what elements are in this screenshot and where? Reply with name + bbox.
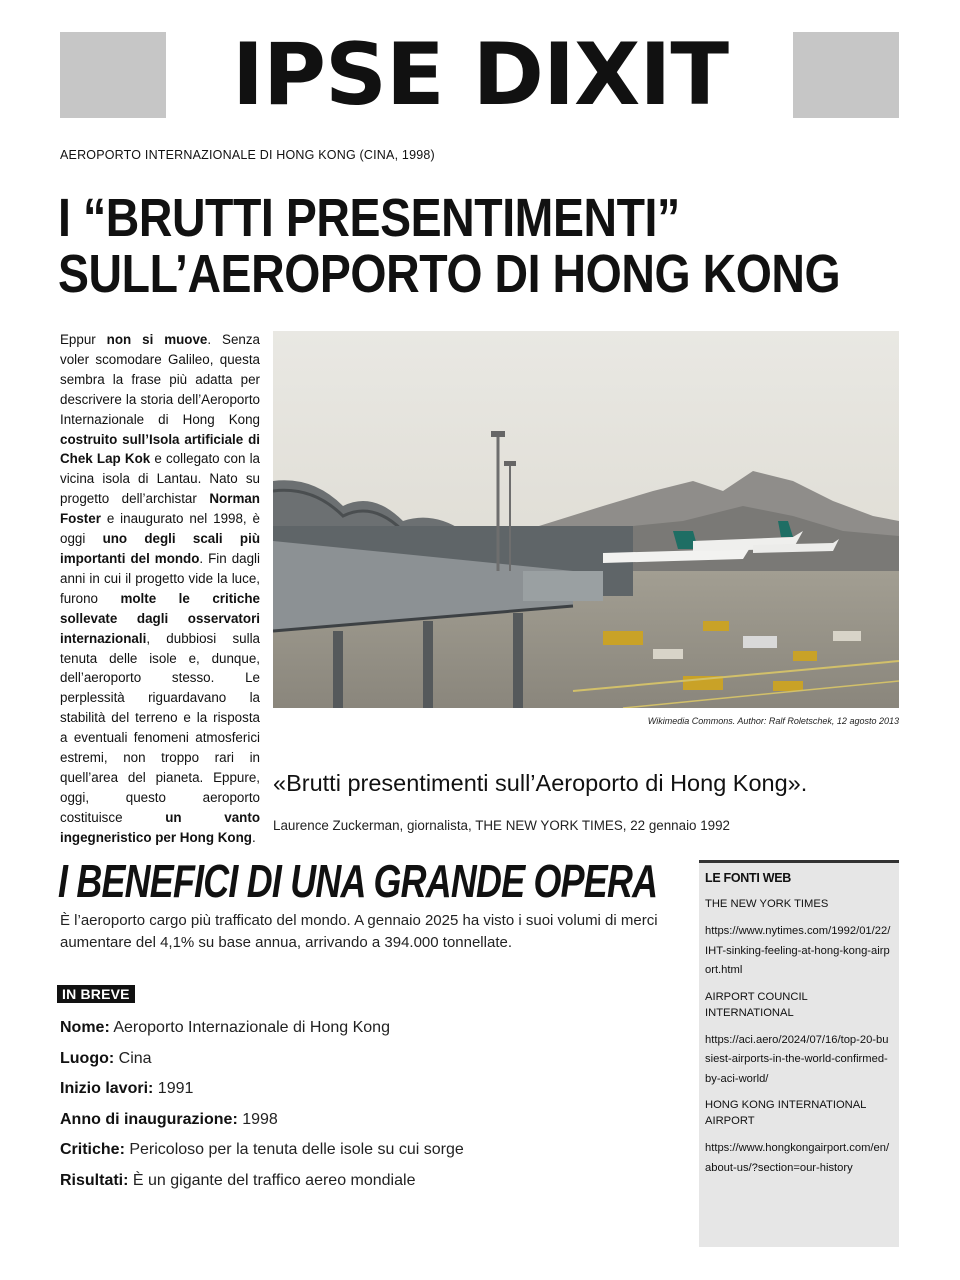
article-bold: uno degli scali più importanti del mondo bbox=[60, 531, 260, 566]
source-name: THE NEW YORK TIMES bbox=[705, 898, 829, 910]
fact-label: Inizio lavori: bbox=[60, 1080, 154, 1097]
article-text: , dubbiosi sulla tenuta delle isole e, dunque, dell’aeroporto stesso. Le perplessità riguardavano la stabilità del terreno e la risposta a eventuali fenomeni atmosferici estremi, non troppo rari in quell’area del pianeta. Eppure, oggi, questo aeroporto costituisce bbox=[60, 630, 260, 825]
fact-value: Cina bbox=[114, 1049, 152, 1067]
article-text: Eppur bbox=[60, 332, 107, 347]
section-title: I BENEFICI DI UNA GRANDE OPERA bbox=[58, 855, 658, 907]
pull-quote: «Brutti presentimenti sull’Aeroporto di Hong Kong». bbox=[273, 770, 808, 796]
source-name: HONG KONG INTERNATIONAL AIRPORT bbox=[705, 1099, 866, 1127]
article-bold: molte le critiche sollevate dagli osservatori internazionali bbox=[60, 590, 260, 646]
kicker: AEROPORTO INTERNAZIONALE DI HONG KONG (CINA, 1998) bbox=[60, 148, 435, 162]
fact-value: Pericoloso per la tenuta delle isole su cui sorge bbox=[124, 1141, 464, 1158]
fact-item bbox=[60, 1013, 680, 1044]
article-text: e collegato con la vicina isola di Lantau. Nato su progetto dell’archistar bbox=[60, 451, 260, 507]
article-text: . bbox=[251, 829, 256, 845]
fact-label: Critiche: bbox=[60, 1141, 125, 1158]
sidebar-rule bbox=[699, 860, 899, 863]
airport-photo bbox=[273, 331, 899, 708]
fact-label: Luogo: bbox=[60, 1049, 115, 1067]
fact-item bbox=[60, 1044, 680, 1075]
article-text: . Fin dagli anni in cui il progetto vide la luce, furono bbox=[60, 550, 260, 606]
source-name: AIRPORT COUNCIL INTERNATIONAL bbox=[705, 990, 808, 1019]
fact-value: 1991 bbox=[153, 1080, 194, 1097]
article-text: e inaugurato nel 1998, è oggi bbox=[60, 511, 260, 547]
fact-label: Anno di inaugurazione: bbox=[60, 1110, 238, 1128]
in-breve-badge: IN BREVE bbox=[57, 985, 135, 1003]
section-text: È l’aeroporto cargo più trafficato del mondo. A gennaio 2025 ha visto i suoi volumi di merci aumentare del 4,1% su base annua, arrivando a 394.000 tonnellate. bbox=[60, 912, 658, 951]
source-link[interactable]: https://www.nytimes.com/1992/01/22/IHT-sinking-feeling-at-hong-kong-airport.html bbox=[705, 925, 891, 976]
headline bbox=[58, 188, 841, 304]
masthead-right-block bbox=[793, 32, 899, 118]
fact-item bbox=[60, 1105, 680, 1136]
airport-illustration bbox=[273, 331, 899, 708]
article-bold: un vanto ingegneristico per Hong Kong bbox=[60, 809, 260, 845]
fact-item bbox=[60, 1166, 680, 1197]
fact-label: Risultati: bbox=[60, 1171, 129, 1189]
source-link[interactable]: https://aci.aero/2024/07/16/top-20-busiest-airports-in-the-world-confirmed-by-aci-world/ bbox=[705, 1033, 889, 1085]
article-bold: costruito sull’Isola artificiale di Chek Lap Kok bbox=[60, 431, 260, 467]
fact-item bbox=[60, 1135, 680, 1166]
masthead-left-block bbox=[60, 32, 166, 118]
fact-label: Nome: bbox=[60, 1019, 110, 1036]
sources-sidebar bbox=[699, 860, 899, 1247]
masthead-title: IPSE DIXIT bbox=[231, 25, 728, 125]
fact-value: 1998 bbox=[237, 1110, 278, 1128]
article-bold: Norman Foster bbox=[60, 491, 260, 527]
fact-value: È un gigante del traffico aereo mondiale bbox=[128, 1171, 416, 1189]
headline-line-2: SULL’AEROPORTO DI HONG KONG bbox=[58, 244, 841, 304]
facts-list bbox=[60, 1013, 680, 1196]
article-bold: non si muove bbox=[106, 332, 208, 347]
sources-title: LE FONTI WEB bbox=[705, 871, 791, 885]
quote-source: Laurence Zuckerman, giornalista, THE NEW YORK TIMES, 22 gennaio 1992 bbox=[273, 818, 730, 833]
source-link[interactable]: https://www.hongkongairport.com/en/about-us/?section=our-history bbox=[705, 1142, 890, 1174]
fact-item bbox=[60, 1074, 680, 1105]
fact-value: Aeroporto Internazionale di Hong Kong bbox=[109, 1019, 390, 1036]
article-text: . Senza voler scomodare Galileo, questa sembra la frase più adatta per descrivere la storia dell’Aeroporto Internazionale di Hong Kong bbox=[60, 332, 260, 427]
photo-credit: Wikimedia Commons. Author: Ralf Roletschek, 12 agosto 2013 bbox=[647, 716, 899, 726]
headline-line-1: I “BRUTTI PRESENTIMENTI” bbox=[58, 188, 680, 248]
article-body bbox=[60, 330, 260, 848]
